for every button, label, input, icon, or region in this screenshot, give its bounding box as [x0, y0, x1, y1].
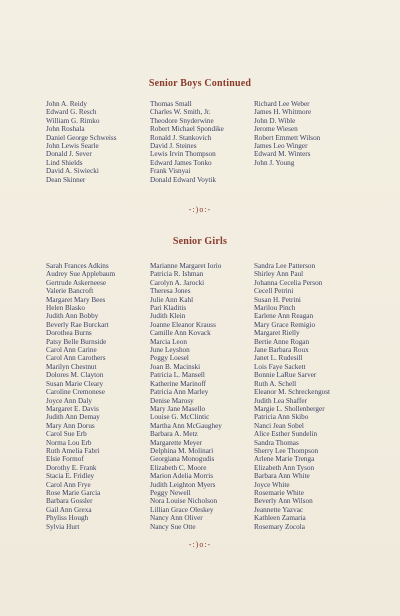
student-name: June Leyshon [150, 346, 190, 355]
student-name: Katherine Marinoff [150, 379, 206, 388]
student-name: Dorothea Burns [46, 329, 92, 338]
student-name: Judith Klein [150, 312, 186, 321]
student-name: Carol Sue Erb [46, 430, 87, 439]
student-name: Ruth Amelia Fabri [46, 446, 100, 455]
student-name: Susan Marie Cleary [46, 379, 104, 388]
student-name: Carol Ann Carine [46, 346, 97, 355]
student-name: Julie Ann Kahl [150, 295, 194, 304]
student-name: Beverly Rae Burckart [46, 320, 109, 329]
student-name: Gail Ann Grexa [46, 505, 92, 514]
student-name: Bertie Anne Rogan [254, 337, 310, 346]
student-name: Phyliss Hough [46, 514, 89, 523]
student-name: Judith Ann Bobby [46, 312, 99, 321]
student-name: Sandra Lee Patterson [254, 262, 316, 270]
student-name: Joyce Ann Daly [46, 396, 92, 405]
student-name: Margaret Rielly [254, 329, 300, 338]
student-name: Audrey Sue Applebaum [46, 270, 116, 279]
student-name: Peggy Newell [150, 488, 191, 497]
student-name: Patricia Ann Marley [150, 388, 209, 397]
student-name: Janet L. Rudesill [254, 354, 303, 363]
student-name: Eleanor M. Schreckengost [254, 388, 331, 397]
student-name: Susan H. Petrini [254, 295, 301, 304]
student-name: Rosemary Zocola [254, 522, 305, 531]
student-name: Peggy Loesel [150, 354, 189, 363]
girls-column-2 [150, 262, 254, 531]
student-name: Daniel George Schweiss [46, 133, 117, 142]
student-name: Donald Edward Voytik [150, 175, 217, 184]
student-name: Barbara A. Metz [150, 430, 198, 439]
student-name: Rose Marie Garcia [46, 488, 101, 497]
student-name: Judith Ann Demay [46, 413, 100, 422]
student-name: Marilyn Chestnut [46, 362, 97, 371]
student-name: Edward James Tonko [150, 158, 212, 167]
student-name: Joanne Eleanor Krauss [150, 320, 216, 329]
student-name: James Leo Winger [254, 142, 308, 151]
student-name: Louise G. McClintic [150, 413, 210, 422]
student-name: Theodore Snyderwine [150, 116, 214, 125]
student-name: Marianne Margaret Iorio [150, 262, 222, 270]
student-name: Earlene Ann Reagan [254, 312, 314, 321]
girls-name-list [46, 262, 364, 531]
student-name: Lind Shields [46, 158, 83, 167]
student-name: Pari Kladitis [150, 304, 187, 313]
student-name: Barbara Ann White [254, 472, 310, 481]
student-name: Jane Barbara Roux [254, 346, 309, 355]
student-name: Richard Lee Weber [254, 100, 310, 108]
student-name: Lois Faye Sackett [254, 362, 306, 371]
student-name: Ronald J. Stankovich [150, 133, 212, 142]
student-name: Donald J. Sever [46, 150, 92, 159]
student-name: Lewis Irvin Thompson [150, 150, 216, 159]
student-name: John D. Wible [254, 116, 296, 125]
student-name: Judith Leighton Myers [150, 480, 216, 489]
student-name: Beverly Ann Wilson [254, 497, 313, 506]
student-name: David A. Siwiecki [46, 167, 99, 176]
student-name: Joyce White [254, 480, 290, 489]
student-name: James H. Whitmore [254, 108, 312, 117]
student-name: Nancy Ann Oliver [150, 514, 203, 523]
student-name: Georgiana Monogudis [150, 455, 215, 464]
student-name: Margaret Mary Bees [46, 295, 106, 304]
boys-column-1 [46, 100, 150, 184]
student-name: John Roshala [46, 125, 85, 134]
student-name: Thomas Small [150, 100, 192, 108]
student-name: Valerie Bancroft [46, 287, 94, 296]
student-name: Carolyn A. Jarocki [150, 278, 205, 287]
student-name: David J. Steines [150, 142, 197, 151]
student-name: Marion Adelia Morris [150, 472, 214, 481]
student-name: John A. Reidy [46, 100, 87, 108]
student-name: Dolores M. Clayton [46, 371, 104, 380]
student-name: Elsie Formof [46, 455, 84, 464]
student-name: Judith Lea Shaffer [254, 396, 307, 405]
boys-name-list [46, 100, 364, 184]
student-name: Ruth A. Schell [254, 379, 297, 388]
student-name: Denise Marosy [150, 396, 194, 405]
boys-column-3 [254, 100, 364, 184]
student-name: Mary Grace Remigio [254, 320, 316, 329]
student-name: Sylvia Hurt [46, 522, 80, 531]
student-name: Sherry Lee Thompson [254, 446, 319, 455]
student-name: Arlene Marie Trenga [254, 455, 315, 464]
student-name: Jeannette Yazvac [254, 505, 304, 514]
student-name: Cecell Petrini [254, 287, 294, 296]
student-name: Elizabeth Ann Tyson [254, 463, 315, 472]
student-name: Dorothy E. Frank [46, 463, 97, 472]
student-name: Patricia Ann Skibo [254, 413, 309, 422]
student-name: Norma Lou Erb [46, 438, 92, 447]
student-name: Sandra Thomas [254, 438, 299, 447]
student-name: Alice Esther Sundelin [254, 430, 318, 439]
student-name: Carol Ann Frye [46, 480, 91, 489]
student-name: Elizabeth C. Moore [150, 463, 207, 472]
student-name: Helen Blasko [46, 304, 85, 313]
student-name: Sarah Frances Adkins [46, 262, 109, 270]
student-name: Edward G. Resch [46, 108, 97, 117]
student-name: Johanna Cecelia Person [254, 278, 323, 287]
student-name: Rosemarie White [254, 488, 304, 497]
student-name: Stacia E. Fridley [46, 472, 95, 481]
student-name: Marcia Leon [150, 337, 187, 346]
student-name: Kathleen Zamaria [254, 514, 306, 523]
student-name: Shirley Ann Paul [254, 270, 304, 279]
section-title-senior-girls: Senior Girls [172, 236, 228, 247]
section-title-senior-boys-continued: Senior Boys Continued [148, 78, 252, 89]
student-name: Margaret E. Davis [46, 404, 99, 413]
girls-column-1 [46, 262, 150, 531]
ornament-divider: -:)o:- [188, 205, 212, 214]
student-name: Frank Visnyai [150, 167, 191, 176]
student-name: Edward M. Winters [254, 150, 311, 159]
student-name: Mary Jane Masello [150, 404, 206, 413]
student-name: Barbara Gossler [46, 497, 93, 506]
student-name: Robert Michael Spondike [150, 125, 224, 134]
student-name: Carol Ann Carothers [46, 354, 106, 363]
student-name: Lillian Grace Oleskey [150, 505, 214, 514]
student-name: Nancy Sue Otte [150, 522, 196, 531]
student-name: Margarette Meyer [150, 438, 202, 447]
student-name: Mary Ann Dorus [46, 421, 95, 430]
student-name: Bonnie LaRue Sarver [254, 371, 317, 380]
student-name: Theresa Jones [150, 287, 191, 296]
student-name: John J. Young [254, 158, 295, 167]
ornament-divider-bottom: -:)o:- [188, 540, 212, 549]
student-name: Nora Louise Nicholson [150, 497, 218, 506]
student-name: Patricia R. Ishman [150, 270, 204, 279]
student-name: Caroline Cremonese [46, 388, 105, 397]
student-name: Robert Emmett Wilson [254, 133, 321, 142]
student-name: Camille Ann Kovack [150, 329, 211, 338]
student-name: Margie L. Shollenberger [254, 404, 325, 413]
student-name: Delphina M. Molinari [150, 446, 214, 455]
student-name: Gertrude Askerneese [46, 278, 107, 287]
student-name: Martha Ann McGaughey [150, 421, 222, 430]
student-name: Dean Skinner [46, 175, 86, 184]
student-name: Patsy Belle Burnside [46, 337, 107, 346]
student-name: Jerome Wiesen [254, 125, 298, 134]
boys-column-2 [150, 100, 254, 184]
student-name: Joan B. Macinski [150, 362, 201, 371]
student-name: Patricia L. Mansell [150, 371, 205, 380]
student-name: Charles W. Smith, Jr. [150, 108, 211, 117]
student-name: Nanci Jean Sobel [254, 421, 304, 430]
girls-column-3 [254, 262, 364, 531]
student-name: William G. Rimko [46, 116, 100, 125]
student-name: Marilou Pinch [254, 304, 296, 313]
student-name: John Lewis Searle [46, 142, 99, 151]
